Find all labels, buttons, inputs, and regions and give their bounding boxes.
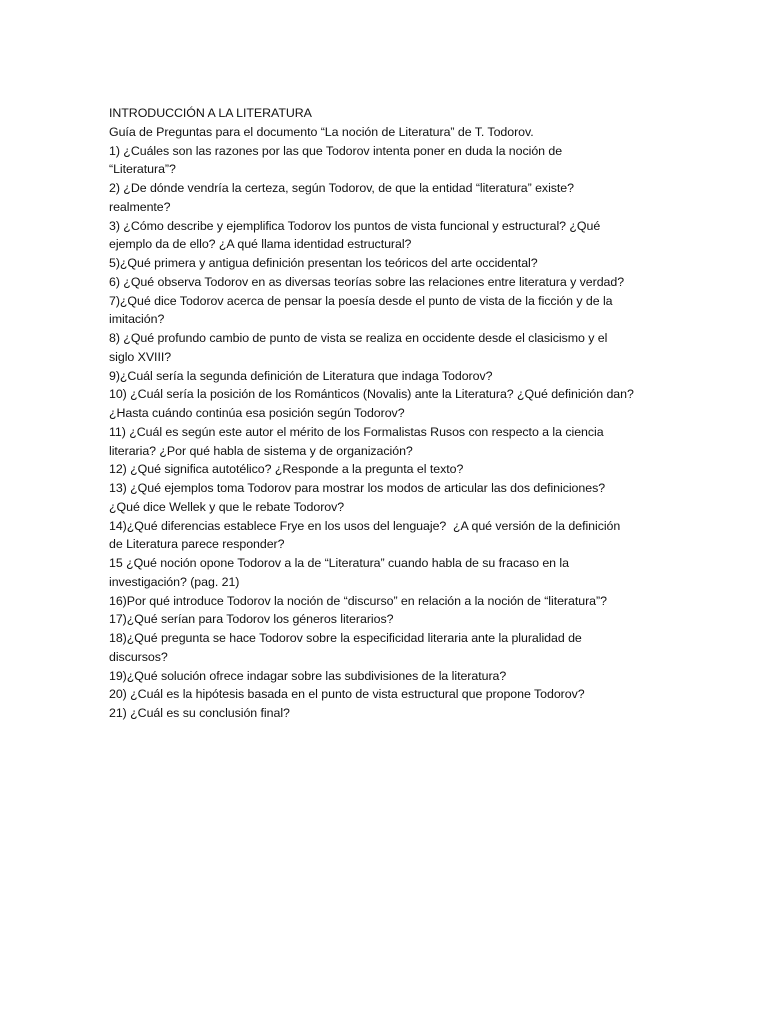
text-line: 6) ¿Qué observa Todorov en as diversas teorías sobre las relaciones entre literatura y verdad?: [109, 274, 625, 289]
text-line: 7)¿Qué dice Todorov acerca de pensar la poesía desde el punto de vista de la ficción y de la: [109, 293, 613, 308]
text-line: ¿Qué dice Wellek y que le rebate Todorov?: [109, 499, 345, 514]
text-line: 10) ¿Cuál sería la posición de los Románticos (Novalis) ante la Literatura? ¿Qué definición dan?: [109, 387, 634, 402]
text-line: discursos?: [109, 649, 168, 664]
text-line: imitación?: [109, 312, 165, 327]
text-line: 16)Por qué introduce Todorov la noción de “discurso” en relación a la noción de “literatura”?: [109, 593, 607, 608]
text-line: 14)¿Qué diferencias establece Frye en los usos del lenguaje? ¿A qué versión de la definición: [109, 518, 621, 533]
text-line: realmente?: [109, 199, 171, 214]
text-line: 11) ¿Cuál es según este autor el mérito de los Formalistas Rusos con respecto a la ciencia: [109, 424, 604, 439]
text-line: 17)¿Qué serían para Todorov los géneros literarios?: [109, 612, 394, 627]
text-line: 20) ¿Cuál es la hipótesis basada en el punto de vista estructural que propone Todorov?: [109, 687, 585, 702]
text-line: de Literatura parece responder?: [109, 537, 285, 552]
document-subtitle: Guía de Preguntas para el documento “La noción de Literatura” de T. Todorov.: [109, 124, 534, 139]
text-line: literaria? ¿Por qué habla de sistema y de organización?: [109, 443, 413, 458]
text-line: 9)¿Cuál sería la segunda definición de Literatura que indaga Todorov?: [109, 368, 493, 383]
text-line: siglo XVIII?: [109, 349, 172, 364]
text-line: 13) ¿Qué ejemplos toma Todorov para mostrar los modos de articular las dos definiciones?: [109, 481, 606, 495]
text-line: 5)¿Qué primera y antigua definición presentan los teóricos del arte occidental?: [109, 256, 538, 270]
text-line: 18)¿Qué pregunta se hace Todorov sobre la especificidad literaria ante la pluralidad de: [109, 631, 582, 645]
text-line: 12) ¿Qué significa autotélico? ¿Responde a la pregunta el texto?: [109, 462, 464, 477]
text-line: 19)¿Qué solución ofrece indagar sobre las subdivisiones de la literatura?: [109, 668, 507, 683]
document-text: [109, 104, 669, 723]
text-line: 15 ¿Qué noción opone Todorov a la de “Literatura” cuando habla de su fracaso en la: [109, 556, 569, 570]
document-title: INTRODUCCIÓN A LA LITERATURA: [109, 106, 312, 120]
text-line: ejemplo da de ello? ¿A qué llama identidad estructural?: [109, 237, 412, 252]
text-line: 1) ¿Cuáles son las razones por las que Todorov intenta poner en duda la noción de: [109, 143, 563, 158]
text-line: 2) ¿De dónde vendría la certeza, según Todorov, de que la entidad “literatura” existe?: [109, 181, 574, 195]
text-line: 3) ¿Cómo describe y ejemplifica Todorov los puntos de vista funcional y estructural? ¿Qué: [109, 218, 601, 233]
text-line: “Literatura”?: [109, 162, 176, 177]
text-line: 21) ¿Cuál es su conclusión final?: [109, 706, 290, 720]
text-line: 8) ¿Qué profundo cambio de punto de vista se realiza en occidente desde el clasicismo y el: [109, 331, 608, 345]
text-line: investigación? (pag. 21): [109, 574, 240, 589]
text-line: ¿Hasta cuándo continúa esa posición según Todorov?: [109, 406, 405, 420]
